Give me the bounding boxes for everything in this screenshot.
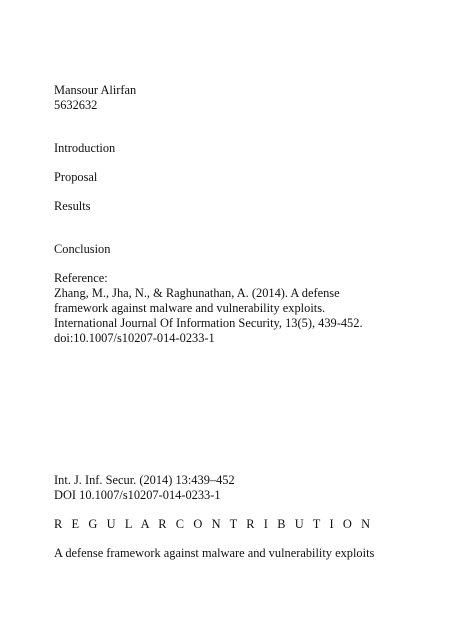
reference-line: Zhang, M., Jha, N., & Raghunathan, A. (2014). A defense (54, 286, 340, 300)
article-category: R E G U L A R C O N T R I B U T I O N (54, 517, 374, 531)
reference-line: International Journal Of Information Security, 13(5), 439-452. (54, 316, 363, 330)
author-name: Mansour Alirfan (54, 83, 137, 97)
reference-line: framework against malware and vulnerability exploits. (54, 301, 326, 315)
reference-line: doi:10.1007/s10207-014-0233-1 (54, 331, 215, 345)
section-introduction: Introduction (54, 141, 116, 155)
section-results: Results (54, 199, 91, 213)
section-conclusion: Conclusion (54, 242, 111, 256)
reference-heading: Reference: (54, 271, 108, 285)
student-id: 5632632 (54, 98, 98, 112)
section-proposal: Proposal (54, 170, 98, 184)
article-title: A defense framework against malware and vulnerability exploits (54, 546, 375, 560)
article-doi: DOI 10.1007/s10207-014-0233-1 (54, 488, 221, 502)
journal-citation: Int. J. Inf. Secur. (2014) 13:439–452 (54, 473, 235, 487)
